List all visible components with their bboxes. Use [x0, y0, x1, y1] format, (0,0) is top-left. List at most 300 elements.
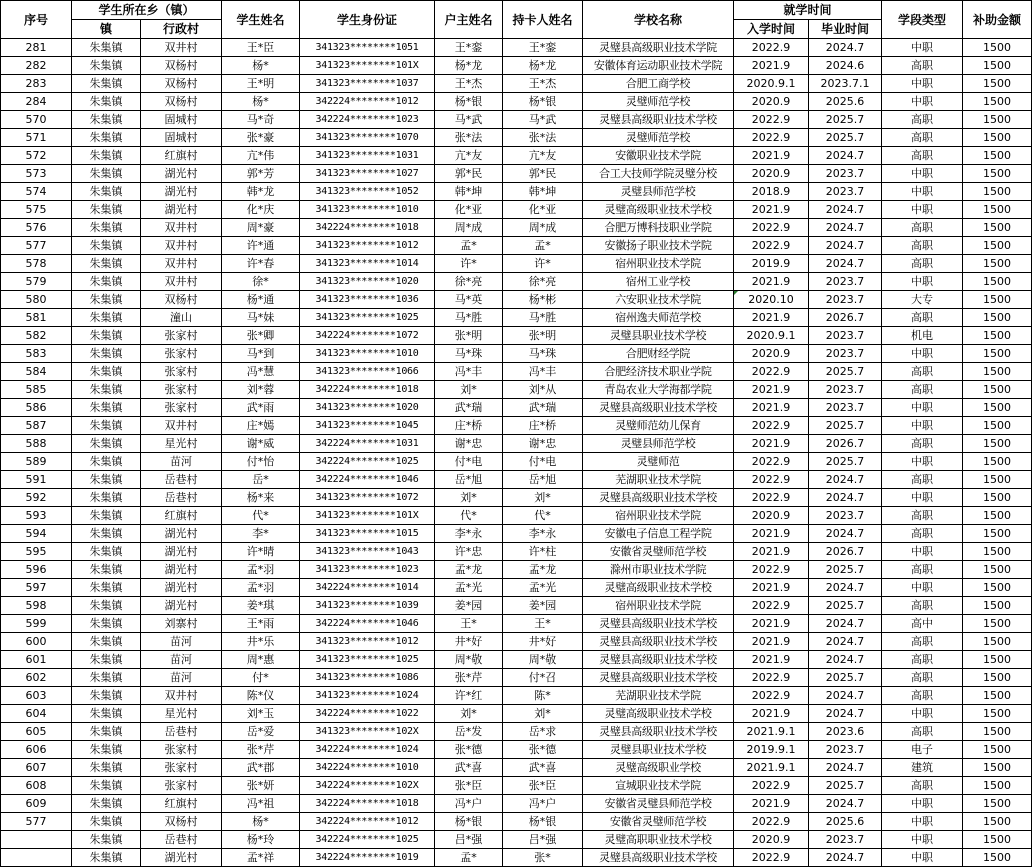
cell-village: 湖光村 [141, 579, 222, 597]
cell-town: 朱集镇 [72, 777, 141, 795]
cell-enroll: 2020.9.1 [734, 75, 809, 93]
cell-town: 朱集镇 [72, 687, 141, 705]
cell-enroll: 2020.10 [734, 291, 809, 309]
cell-student-name: 杨* [222, 93, 300, 111]
cell-household-name: 付*电 [435, 453, 503, 471]
cell-village: 红旗村 [141, 795, 222, 813]
header-amount: 补助金额 [963, 1, 1032, 39]
cell-household-name: 吕*强 [435, 831, 503, 849]
cell-stage: 高职 [882, 723, 963, 741]
table-row [1, 597, 1032, 615]
cell-card-holder: 杨*银 [503, 93, 583, 111]
cell-enroll: 2021.9 [734, 273, 809, 291]
cell-town: 朱集镇 [72, 615, 141, 633]
header-household-name: 户主姓名 [435, 1, 503, 39]
cell-student-id: 341323********1024 [300, 687, 435, 705]
cell-school: 芜湖职业技术学院 [583, 687, 734, 705]
cell-card-holder: 张*明 [503, 327, 583, 345]
table-row [1, 561, 1032, 579]
cell-card-holder: 徐*亮 [503, 273, 583, 291]
cell-stage: 高职 [882, 507, 963, 525]
cell-household-name: 杨*龙 [435, 57, 503, 75]
cell-school: 宿州职业技术学院 [583, 597, 734, 615]
table-row [1, 399, 1032, 417]
cell-town: 朱集镇 [72, 201, 141, 219]
cell-seq: 282 [1, 57, 72, 75]
cell-stage: 中职 [882, 93, 963, 111]
cell-town: 朱集镇 [72, 561, 141, 579]
cell-student-id: 342224********1025 [300, 453, 435, 471]
cell-student-name: 杨* [222, 813, 300, 831]
cell-student-id: 341323********1012 [300, 633, 435, 651]
cell-village: 张家村 [141, 345, 222, 363]
cell-amount: 1500 [963, 165, 1032, 183]
cell-school: 灵璧县职业技术学校 [583, 327, 734, 345]
cell-household-name: 姜*园 [435, 597, 503, 615]
cell-school: 灵璧师范 [583, 453, 734, 471]
cell-town: 朱集镇 [72, 417, 141, 435]
cell-stage: 高职 [882, 525, 963, 543]
cell-enroll: 2022.9 [734, 417, 809, 435]
cell-household-name: 化*亚 [435, 201, 503, 219]
table-row [1, 39, 1032, 57]
cell-enroll: 2022.9 [734, 111, 809, 129]
cell-household-name: 王*杰 [435, 75, 503, 93]
cell-household-name: 张*芹 [435, 669, 503, 687]
cell-card-holder: 郭*民 [503, 165, 583, 183]
cell-town: 朱集镇 [72, 633, 141, 651]
cell-village: 岳巷村 [141, 489, 222, 507]
cell-school: 灵璧县师范学校 [583, 435, 734, 453]
cell-enroll: 2022.9 [734, 813, 809, 831]
cell-town: 朱集镇 [72, 111, 141, 129]
cell-graduate: 2023.7 [809, 381, 882, 399]
cell-seq: 570 [1, 111, 72, 129]
header-town: 镇 [72, 20, 141, 39]
cell-card-holder: 武*瑞 [503, 399, 583, 417]
cell-graduate: 2024.7 [809, 633, 882, 651]
cell-student-id: 342224********1025 [300, 831, 435, 849]
cell-enroll: 2019.9 [734, 255, 809, 273]
cell-school: 宿州逸夫师范学校 [583, 309, 734, 327]
cell-stage: 高职 [882, 687, 963, 705]
cell-student-id: 342224********1022 [300, 705, 435, 723]
cell-household-name: 周*敬 [435, 651, 503, 669]
cell-graduate: 2024.7 [809, 687, 882, 705]
cell-student-name: 谢*威 [222, 435, 300, 453]
table-row [1, 237, 1032, 255]
cell-student-id: 341323********1036 [300, 291, 435, 309]
cell-enroll: 2021.9 [734, 543, 809, 561]
cell-household-name: 郭*民 [435, 165, 503, 183]
cell-village: 双井村 [141, 417, 222, 435]
cell-card-holder: 马*武 [503, 111, 583, 129]
cell-card-holder: 刘*从 [503, 381, 583, 399]
cell-amount: 1500 [963, 579, 1032, 597]
cell-graduate: 2023.7 [809, 399, 882, 417]
cell-graduate: 2024.7 [809, 147, 882, 165]
cell-enroll: 2021.9.1 [734, 723, 809, 741]
cell-student-name: 徐* [222, 273, 300, 291]
cell-graduate: 2024.7 [809, 651, 882, 669]
cell-student-name: 杨*通 [222, 291, 300, 309]
cell-student-name: 马*妹 [222, 309, 300, 327]
cell-seq: 283 [1, 75, 72, 93]
cell-seq: 578 [1, 255, 72, 273]
cell-school: 六安职业技术学院 [583, 291, 734, 309]
cell-school: 灵璧县高级职业技术学院 [583, 39, 734, 57]
cell-amount: 1500 [963, 309, 1032, 327]
cell-graduate: 2025.7 [809, 417, 882, 435]
cell-village: 岳巷村 [141, 831, 222, 849]
cell-household-name: 谢*忠 [435, 435, 503, 453]
cell-amount: 1500 [963, 453, 1032, 471]
cell-enroll: 2021.9 [734, 525, 809, 543]
cell-household-name: 张*臣 [435, 777, 503, 795]
cell-graduate: 2023.7 [809, 273, 882, 291]
cell-village: 岳巷村 [141, 723, 222, 741]
cell-town: 朱集镇 [72, 705, 141, 723]
cell-village: 红旗村 [141, 507, 222, 525]
cell-household-name: 马*胜 [435, 309, 503, 327]
cell-student-name: 冯*祖 [222, 795, 300, 813]
cell-card-holder: 亢*友 [503, 147, 583, 165]
cell-seq: 609 [1, 795, 72, 813]
cell-village: 固城村 [141, 129, 222, 147]
cell-household-name: 许*忠 [435, 543, 503, 561]
header-stage: 学段类型 [882, 1, 963, 39]
cell-card-holder: 张* [503, 849, 583, 867]
cell-amount: 1500 [963, 75, 1032, 93]
cell-school: 灵璧高级职业技术学校 [583, 705, 734, 723]
cell-enroll: 2022.9 [734, 237, 809, 255]
cell-graduate: 2024.7 [809, 525, 882, 543]
header-student-name: 学生姓名 [222, 1, 300, 39]
cell-village: 苗河 [141, 633, 222, 651]
table-row [1, 741, 1032, 759]
cell-stage: 高职 [882, 777, 963, 795]
cell-graduate: 2023.7 [809, 507, 882, 525]
cell-graduate: 2024.7 [809, 489, 882, 507]
cell-village: 星光村 [141, 435, 222, 453]
cell-village: 双杨村 [141, 813, 222, 831]
cell-student-id: 341323********1045 [300, 417, 435, 435]
table-row [1, 219, 1032, 237]
cell-town: 朱集镇 [72, 165, 141, 183]
cell-student-name: 张*豪 [222, 129, 300, 147]
cell-amount: 1500 [963, 111, 1032, 129]
cell-seq: 593 [1, 507, 72, 525]
cell-stage: 高职 [882, 363, 963, 381]
cell-seq: 581 [1, 309, 72, 327]
cell-seq: 606 [1, 741, 72, 759]
cell-student-id: 342224********102X [300, 777, 435, 795]
cell-town: 朱集镇 [72, 453, 141, 471]
cell-student-name: 杨*来 [222, 489, 300, 507]
cell-student-name: 陈*仪 [222, 687, 300, 705]
cell-card-holder: 姜*园 [503, 597, 583, 615]
cell-household-name: 张*德 [435, 741, 503, 759]
cell-stage: 高职 [882, 111, 963, 129]
cell-seq: 602 [1, 669, 72, 687]
cell-card-holder: 王* [503, 615, 583, 633]
header-student-id: 学生身份证 [300, 1, 435, 39]
cell-student-id: 341323********101X [300, 57, 435, 75]
cell-enroll: 2022.9 [734, 669, 809, 687]
cell-seq: 607 [1, 759, 72, 777]
cell-enroll: 2022.9 [734, 687, 809, 705]
cell-town: 朱集镇 [72, 345, 141, 363]
cell-town: 朱集镇 [72, 273, 141, 291]
cell-seq: 576 [1, 219, 72, 237]
cell-seq: 582 [1, 327, 72, 345]
cell-village: 双井村 [141, 255, 222, 273]
cell-enroll: 2020.9 [734, 831, 809, 849]
cell-amount: 1500 [963, 129, 1032, 147]
cell-student-id: 341323********1025 [300, 309, 435, 327]
cell-household-name: 武*喜 [435, 759, 503, 777]
table-body [1, 39, 1032, 867]
cell-enroll: 2021.9 [734, 201, 809, 219]
cell-student-name: 郭*芳 [222, 165, 300, 183]
cell-graduate: 2023.7 [809, 291, 882, 309]
cell-amount: 1500 [963, 489, 1032, 507]
table-row [1, 705, 1032, 723]
table-row [1, 507, 1032, 525]
cell-graduate: 2026.7 [809, 435, 882, 453]
cell-household-name: 孟*龙 [435, 561, 503, 579]
cell-card-holder: 马*珠 [503, 345, 583, 363]
cell-household-name: 马*武 [435, 111, 503, 129]
cell-student-id: 342224********1019 [300, 849, 435, 867]
table-row [1, 183, 1032, 201]
cell-household-name: 王* [435, 615, 503, 633]
cell-card-holder: 杨*彬 [503, 291, 583, 309]
table-row [1, 435, 1032, 453]
cell-school: 灵璧县师范学校 [583, 183, 734, 201]
cell-town: 朱集镇 [72, 219, 141, 237]
cell-seq [1, 831, 72, 849]
cell-town: 朱集镇 [72, 723, 141, 741]
cell-village: 湖光村 [141, 201, 222, 219]
cell-town: 朱集镇 [72, 795, 141, 813]
cell-school: 灵璧师范学校 [583, 129, 734, 147]
cell-graduate: 2024.7 [809, 471, 882, 489]
cell-seq: 584 [1, 363, 72, 381]
table-row [1, 525, 1032, 543]
cell-graduate: 2024.7 [809, 615, 882, 633]
cell-household-name: 刘* [435, 705, 503, 723]
cell-student-id: 341323********1025 [300, 651, 435, 669]
cell-student-id: 341323********1052 [300, 183, 435, 201]
table-row [1, 795, 1032, 813]
cell-school: 合肥万博科技职业学院 [583, 219, 734, 237]
cell-student-name: 杨*玲 [222, 831, 300, 849]
header-enroll: 入学时间 [734, 20, 809, 39]
cell-town: 朱集镇 [72, 363, 141, 381]
cell-village: 苗河 [141, 651, 222, 669]
cell-card-holder: 韩*坤 [503, 183, 583, 201]
table-row [1, 417, 1032, 435]
cell-town: 朱集镇 [72, 291, 141, 309]
cell-student-name: 王*臣 [222, 39, 300, 57]
cell-seq: 597 [1, 579, 72, 597]
cell-village: 双井村 [141, 237, 222, 255]
cell-enroll: 2018.9 [734, 183, 809, 201]
cell-seq: 575 [1, 201, 72, 219]
table-row [1, 651, 1032, 669]
cell-student-id: 342224********1046 [300, 615, 435, 633]
cell-student-id: 342224********1012 [300, 93, 435, 111]
cell-student-id: 341323********1027 [300, 165, 435, 183]
cell-seq: 589 [1, 453, 72, 471]
cell-village: 张家村 [141, 327, 222, 345]
cell-amount: 1500 [963, 435, 1032, 453]
cell-student-name: 王*雨 [222, 615, 300, 633]
cell-amount: 1500 [963, 147, 1032, 165]
cell-village: 固城村 [141, 111, 222, 129]
cell-village: 湖光村 [141, 597, 222, 615]
cell-household-name: 井*好 [435, 633, 503, 651]
cell-student-name: 姜*琪 [222, 597, 300, 615]
cell-village: 双井村 [141, 219, 222, 237]
cell-student-id: 342224********1072 [300, 327, 435, 345]
cell-card-holder: 孟* [503, 237, 583, 255]
cell-card-holder: 张*德 [503, 741, 583, 759]
cell-town: 朱集镇 [72, 435, 141, 453]
cell-graduate: 2023.7 [809, 345, 882, 363]
cell-school: 安徽扬子职业技术学院 [583, 237, 734, 255]
cell-student-name: 刘*蓉 [222, 381, 300, 399]
cell-town: 朱集镇 [72, 759, 141, 777]
cell-card-holder: 孟*光 [503, 579, 583, 597]
cell-enroll: 2021.9 [734, 633, 809, 651]
cell-graduate: 2026.7 [809, 309, 882, 327]
cell-stage: 中职 [882, 399, 963, 417]
cell-seq: 587 [1, 417, 72, 435]
cell-enroll: 2020.9.1 [734, 327, 809, 345]
cell-school: 安徽职业技术学院 [583, 147, 734, 165]
cell-town: 朱集镇 [72, 741, 141, 759]
cell-seq: 605 [1, 723, 72, 741]
cell-school: 灵璧县高级职业技术学校 [583, 399, 734, 417]
cell-student-name: 庄*嫣 [222, 417, 300, 435]
table-row [1, 777, 1032, 795]
cell-student-id: 342224********1024 [300, 741, 435, 759]
cell-seq [1, 849, 72, 867]
cell-enroll: 2022.9 [734, 777, 809, 795]
cell-village: 湖光村 [141, 561, 222, 579]
cell-school: 宣城职业技术学院 [583, 777, 734, 795]
cell-enroll: 2022.9 [734, 561, 809, 579]
cell-stage: 中职 [882, 813, 963, 831]
cell-town: 朱集镇 [72, 831, 141, 849]
cell-card-holder: 岳*求 [503, 723, 583, 741]
cell-student-name: 周*惠 [222, 651, 300, 669]
cell-enroll: 2020.9 [734, 165, 809, 183]
table-row [1, 471, 1032, 489]
cell-seq: 573 [1, 165, 72, 183]
cell-graduate: 2025.7 [809, 777, 882, 795]
cell-village: 岳巷村 [141, 471, 222, 489]
cell-student-id: 342224********1031 [300, 435, 435, 453]
cell-town: 朱集镇 [72, 399, 141, 417]
cell-village: 红旗村 [141, 147, 222, 165]
cell-school: 安徽省灵璧师范学校 [583, 543, 734, 561]
cell-school: 灵璧县高级职业技术学校 [583, 111, 734, 129]
cell-student-id: 341323********1039 [300, 597, 435, 615]
cell-household-name: 张*明 [435, 327, 503, 345]
cell-student-id: 341323********1070 [300, 129, 435, 147]
cell-student-id: 341323********1023 [300, 561, 435, 579]
cell-school: 合肥财经学院 [583, 345, 734, 363]
cell-household-name: 岳*发 [435, 723, 503, 741]
cell-graduate: 2024.7 [809, 849, 882, 867]
cell-student-name: 杨* [222, 57, 300, 75]
cell-student-id: 341323********1020 [300, 399, 435, 417]
cell-card-holder: 许*柱 [503, 543, 583, 561]
cell-amount: 1500 [963, 255, 1032, 273]
table-row [1, 579, 1032, 597]
cell-school: 灵璧县高级职业技术学校 [583, 723, 734, 741]
cell-school: 灵璧县高级职业技术学校 [583, 651, 734, 669]
cell-stage: 高职 [882, 669, 963, 687]
cell-graduate: 2024.7 [809, 795, 882, 813]
table-row [1, 291, 1032, 309]
cell-graduate: 2026.7 [809, 543, 882, 561]
cell-town: 朱集镇 [72, 849, 141, 867]
cell-graduate: 2024.7 [809, 705, 882, 723]
cell-amount: 1500 [963, 561, 1032, 579]
cell-enroll: 2021.9 [734, 579, 809, 597]
cell-card-holder: 王*杰 [503, 75, 583, 93]
cell-seq: 571 [1, 129, 72, 147]
cell-village: 双杨村 [141, 93, 222, 111]
cell-card-holder: 许* [503, 255, 583, 273]
cell-amount: 1500 [963, 363, 1032, 381]
cell-enroll: 2021.9 [734, 147, 809, 165]
cell-student-name: 许*春 [222, 255, 300, 273]
cell-stage: 高职 [882, 237, 963, 255]
cell-town: 朱集镇 [72, 57, 141, 75]
cell-amount: 1500 [963, 93, 1032, 111]
cell-seq: 585 [1, 381, 72, 399]
cell-amount: 1500 [963, 705, 1032, 723]
cell-school: 宿州职业技术学院 [583, 507, 734, 525]
cell-student-name: 武*雨 [222, 399, 300, 417]
cell-graduate: 2025.6 [809, 93, 882, 111]
cell-enroll: 2021.9 [734, 57, 809, 75]
cell-student-name: 井*乐 [222, 633, 300, 651]
cell-amount: 1500 [963, 471, 1032, 489]
cell-enroll: 2022.9 [734, 489, 809, 507]
cell-stage: 高职 [882, 147, 963, 165]
cell-student-id: 341323********1066 [300, 363, 435, 381]
cell-seq: 583 [1, 345, 72, 363]
cell-village: 双杨村 [141, 291, 222, 309]
cell-graduate: 2023.7 [809, 183, 882, 201]
cell-student-id: 341323********101X [300, 507, 435, 525]
cell-household-name: 徐*亮 [435, 273, 503, 291]
cell-enroll: 2022.9 [734, 39, 809, 57]
cell-seq: 592 [1, 489, 72, 507]
cell-student-id: 341323********1031 [300, 147, 435, 165]
cell-amount: 1500 [963, 795, 1032, 813]
table-row [1, 381, 1032, 399]
cell-household-name: 武*瑞 [435, 399, 503, 417]
cell-card-holder: 冯*户 [503, 795, 583, 813]
cell-stage: 高职 [882, 561, 963, 579]
